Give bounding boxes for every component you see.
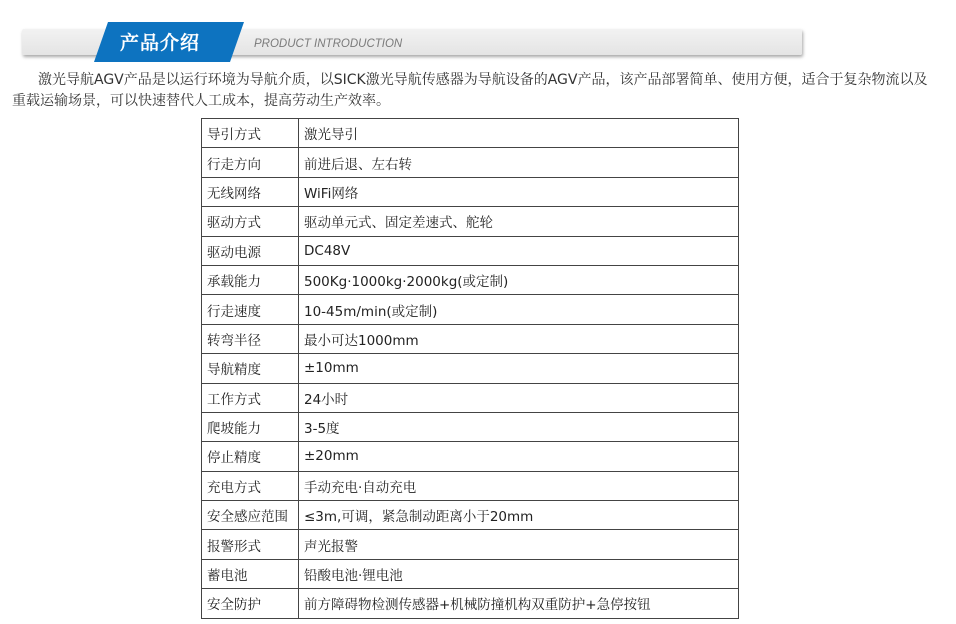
- table-row: [202, 265, 739, 294]
- table-row: [202, 119, 739, 148]
- spec-value: 24小时: [299, 383, 739, 412]
- spec-key: 导航精度: [202, 354, 299, 383]
- spec-key: 安全防护: [202, 589, 299, 618]
- table-row: [202, 295, 739, 324]
- table-row: [202, 177, 739, 206]
- spec-value: 最小可达1000mm: [299, 324, 739, 353]
- table-row: [202, 324, 739, 353]
- spec-key: 驱动电源: [202, 236, 299, 265]
- table-row: [202, 559, 739, 588]
- table-row: [202, 471, 739, 500]
- spec-key: 安全感应范围: [202, 501, 299, 530]
- spec-value: 前方障碍物检测传感器+机械防撞机构双重防护+急停按钮: [299, 589, 739, 618]
- table-row: [202, 442, 739, 471]
- spec-value: ≤3m,可调，紧急制动距离小于20mm: [299, 501, 739, 530]
- spec-value: ±20mm: [299, 442, 739, 471]
- spec-value: ±10mm: [299, 354, 739, 383]
- spec-key: 行走方向: [202, 148, 299, 177]
- table-row: [202, 354, 739, 383]
- spec-value: DC48V: [299, 236, 739, 265]
- table-row: [202, 530, 739, 559]
- spec-key: 报警形式: [202, 530, 299, 559]
- spec-table: [201, 118, 739, 619]
- intro-paragraph: 激光导航AGV产品是以运行环境为导航介质，以SICK激光导航传感器为导航设备的AGV产品，该产品部署简单、使用方便，适合于复杂物流以及重载运输场景，可以快速替代人工成本，提高劳动生产效率。: [12, 72, 928, 109]
- table-row: [202, 236, 739, 265]
- spec-key: 驱动方式: [202, 207, 299, 236]
- spec-value: 激光导引: [299, 119, 739, 148]
- spec-value: 10-45m/min(或定制): [299, 295, 739, 324]
- table-row: [202, 383, 739, 412]
- spec-key: 停止精度: [202, 442, 299, 471]
- table-row: [202, 412, 739, 441]
- spec-key: 行走速度: [202, 295, 299, 324]
- section-title: 产品介绍: [120, 32, 201, 54]
- table-row: [202, 148, 739, 177]
- spec-value: 手动充电·自动充电: [299, 471, 739, 500]
- spec-key: 导引方式: [202, 119, 299, 148]
- spec-value: WiFi网络: [299, 177, 739, 206]
- spec-value: 铅酸电池·锂电池: [299, 559, 739, 588]
- section-subtitle: PRODUCT INTRODUCTION: [254, 38, 403, 50]
- spec-value: 声光报警: [299, 530, 739, 559]
- spec-key: 承载能力: [202, 265, 299, 294]
- spec-key: 无线网络: [202, 177, 299, 206]
- spec-value: 3-5度: [299, 412, 739, 441]
- table-row: [202, 501, 739, 530]
- table-row: [202, 207, 739, 236]
- spec-key: 充电方式: [202, 471, 299, 500]
- spec-key: 转弯半径: [202, 324, 299, 353]
- spec-value: 驱动单元式、固定差速式、舵轮: [299, 207, 739, 236]
- spec-value: 500Kg·1000kg·2000kg(或定制): [299, 265, 739, 294]
- table-row: [202, 589, 739, 618]
- spec-key: 蓄电池: [202, 559, 299, 588]
- spec-value: 前进后退、左右转: [299, 148, 739, 177]
- spec-key: 爬坡能力: [202, 412, 299, 441]
- spec-key: 工作方式: [202, 383, 299, 412]
